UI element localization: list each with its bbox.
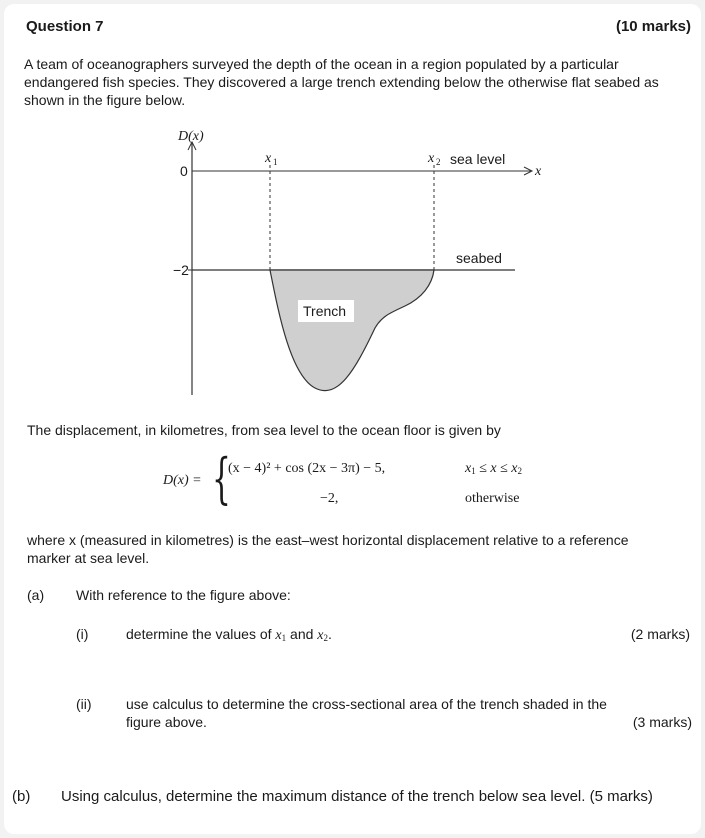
displacement-text: The displacement, in kilometres, from sea level to the ocean floor is given by <box>27 422 501 438</box>
part-b-text: Using calculus, determine the maximum distance of the trench below sea level. (5 marks) <box>61 788 653 805</box>
part-a-label: (a) <box>27 587 45 603</box>
case2-condition: otherwise <box>465 491 520 506</box>
where-text: where x (measured in kilometres) is the east–west horizontal displacement relative to a reference marker at sea level. <box>27 532 629 566</box>
piecewise-lhs: D(x) = <box>163 473 202 488</box>
tick-minus-two-label: −2 <box>173 262 189 278</box>
case2-expression: −2, <box>320 491 339 506</box>
part-a-i-text: determine the values of $x_1$ and $x_2$. <box>126 626 332 643</box>
question-marks: (10 marks) <box>615 18 691 35</box>
trench-figure <box>150 120 550 405</box>
part-a-ii-label: (ii) <box>76 696 92 712</box>
question-title: Question 7 <box>26 18 104 35</box>
x2-label: x <box>428 151 435 166</box>
trench-shape <box>270 270 434 391</box>
trench-graph <box>150 120 550 400</box>
sea-level-label: sea level <box>450 151 506 167</box>
part-b-marks: (5 marks) <box>589 788 653 805</box>
part-a-text: With reference to the figure above: <box>76 587 291 603</box>
part-a-i-label: (i) <box>76 626 89 642</box>
part-b-label: (b) <box>12 788 31 805</box>
case1-expression: (x − 4)² + cos (2x − 3π) − 5, <box>228 461 386 476</box>
case1-condition: $x_1 \le x \le x_2$ <box>465 461 523 476</box>
part-a-ii-line2: figure above. <box>126 714 207 730</box>
part-a-i-marks: (2 marks) <box>630 626 690 642</box>
x1-sub: 1 <box>273 157 278 167</box>
tick-zero-label: 0 <box>180 163 188 179</box>
piecewise-brace: { <box>212 447 231 510</box>
intro-paragraph: A team of oceanographers surveyed the depth of the ocean in a region populated by a particular endangered fish species. They discovered a large trench extending below the otherwise flat seabed as shown in the figure below. <box>24 56 659 108</box>
x2-sub: 2 <box>436 157 441 167</box>
piecewise-function <box>160 447 560 515</box>
seabed-label: seabed <box>456 250 502 266</box>
part-a-ii-marks: (3 marks) <box>632 714 692 730</box>
part-a-ii-line1: use calculus to determine the cross-sectional area of the trench shaded in the <box>126 696 607 712</box>
y-axis-label: D(x) <box>178 129 204 144</box>
x-axis-label: x <box>535 164 542 179</box>
trench-label: Trench <box>303 303 347 319</box>
x1-label: x <box>265 151 272 166</box>
